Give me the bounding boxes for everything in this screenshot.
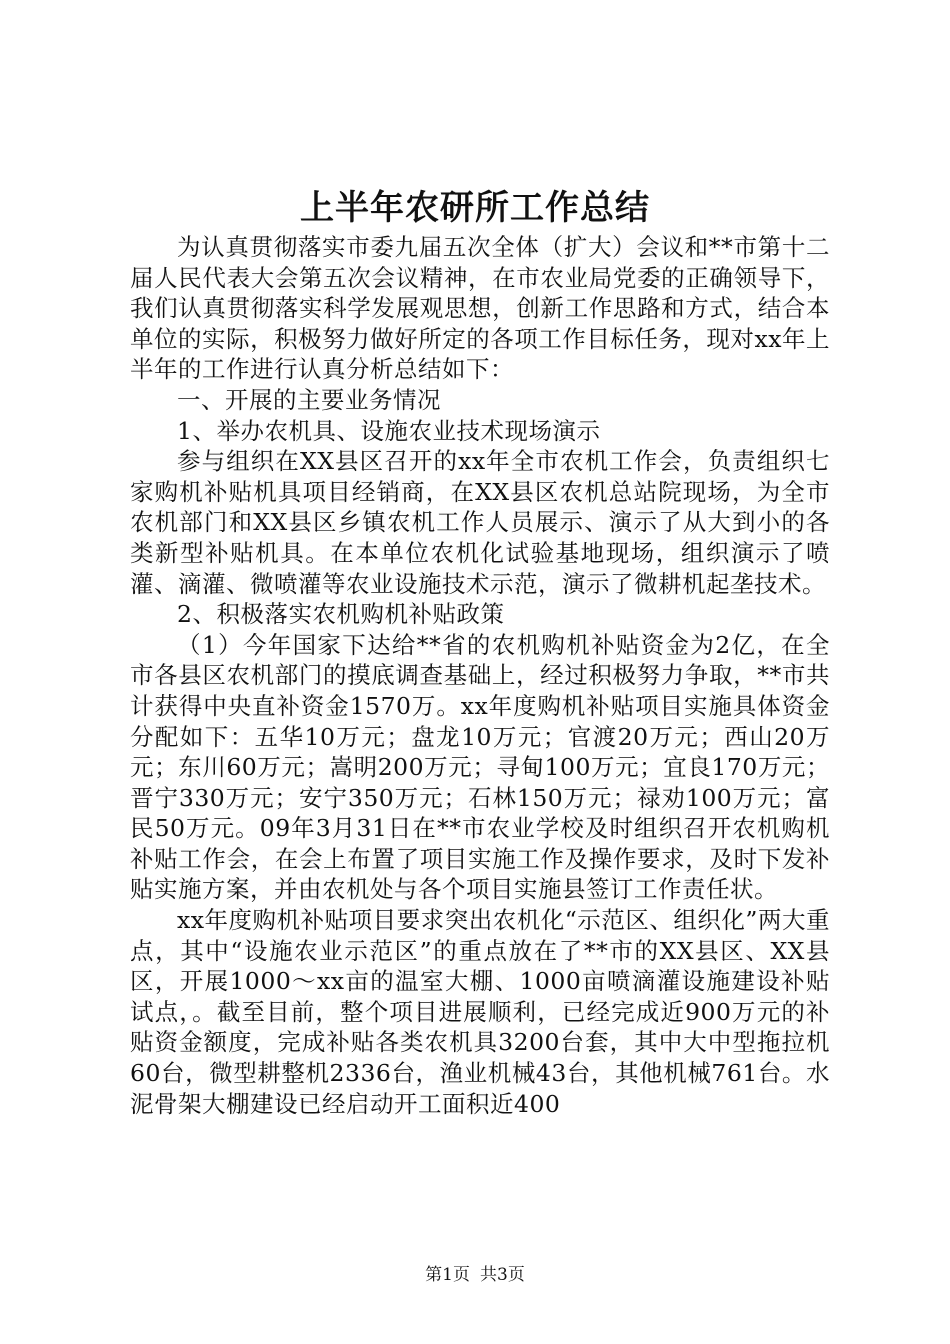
page-total: 共3页 [480, 1265, 525, 1285]
paragraph-subsidy-allocation: （1）今年国家下达给**省的农机购机补贴资金为2亿，在全市各县区农机部门的摸底调查基础上，经过积极努力争取，**市共计获得中央直补资金1570万。xx年度购机补贴项目实施具体资金分配如下：五华10万元；盘龙10万元；官渡20万元；西山20万元；东川60万元；嵩明200万元；寻甸100万元；宜良170万元；晋宁330万元；安宁350万元；石林150万元；禄劝100万元；富民50万元。09年3月31日在**市农业学校及时组织召开农机购机补贴工作会，在会上布置了项目实施工作及操作要求，及时下发补贴实施方案，并由农机处与各个项目实施县签订工作责任状。 [130, 630, 830, 904]
section-heading-1: 一、开展的主要业务情况 [177, 385, 441, 414]
subsection-heading-2: 2、积极落实农机购机补贴政策 [177, 600, 505, 629]
paragraph-demonstration: 参与组织在XX县区召开的xx年全市农机工作会，负责组织七家购机补贴机具项目经销商，在XX县区农机总站院现场，为全市农机部门和XX县区乡镇农机工作人员展示、演示了从大到小的各类新型补贴机具。在本单位农机化试验基地现场，组织演示了喷灌、滴灌、微喷灌等农业设施技术示范，演示了微耕机起垄技术。 [130, 447, 830, 598]
document-title: 上半年农研所工作总结 [300, 188, 650, 228]
document-body [130, 232, 830, 1119]
subsection-heading-1: 1、举办农机具、设施农业技术现场演示 [177, 416, 601, 445]
page-number: 第1页 [425, 1265, 470, 1285]
page-footer [0, 1264, 950, 1286]
paragraph-intro: 为认真贯彻落实市委九届五次全体（扩大）会议和**市第十二届人民代表大会第五次会议精神，在市农业局党委的正确领导下，我们认真贯彻落实科学发展观思想，创新工作思路和方式，结合本单位的实际，积极努力做好所定的各项工作目标任务，现对xx年上半年的工作进行认真分析总结如下： [130, 233, 830, 384]
paragraph-subsidy-progress: xx年度购机补贴项目要求突出农机化“示范区、组织化”两大重点，其中“设施农业示范区”的重点放在了**市的XX县区、XX县区，开展1000～xx亩的温室大棚、1000亩喷滴灌设施建设补贴试点，。截至目前，整个项目进展顺利，已经完成近900万元的补贴资金额度，完成补贴各类农机具3200台套，其中大中型拖拉机60台，微型耕整机2336台，渔业机械43台，其他机械761台。水泥骨架大棚建设已经启动开工面积近400 [130, 906, 830, 1118]
